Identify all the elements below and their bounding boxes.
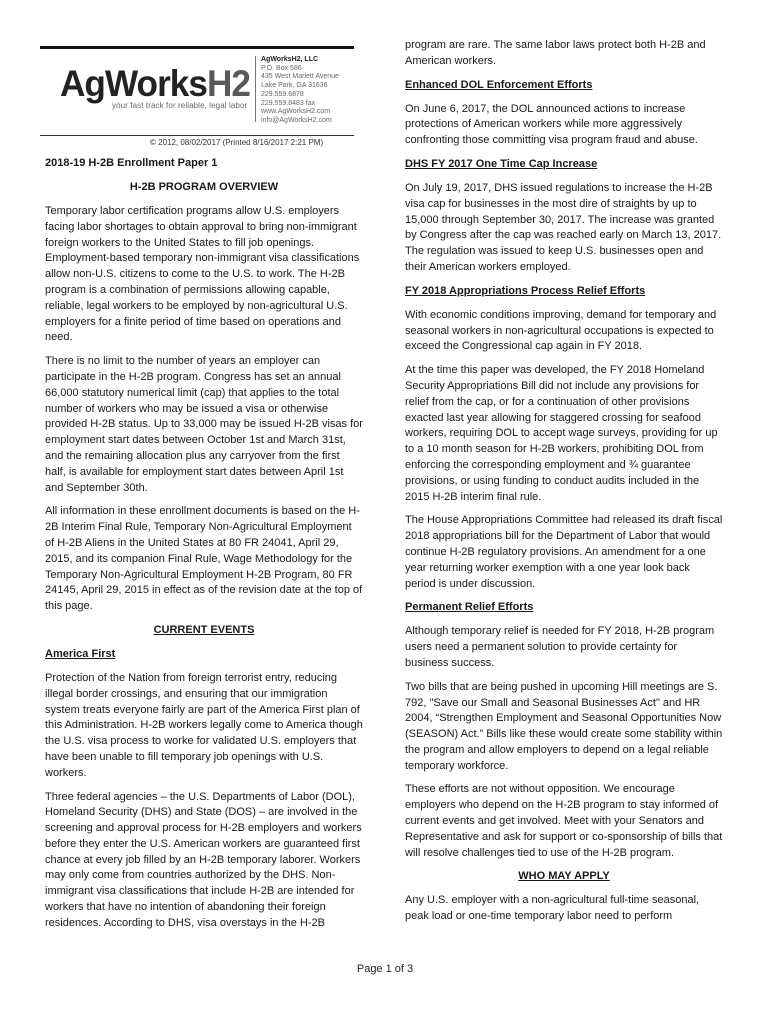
paragraph: Two bills that are being pushed in upcoming Hill meetings are S. 792, "Save our Small and Seasonal Businesses Act" and HR 2004, “Strengthen Employment and Seasonal Opportunities Now (SEASON) Act.” Bills like these would create some stability within the program and allow employers to depend on a legal reliable temporary workforce. — [405, 680, 723, 772]
logo-name: AgWorks — [60, 63, 207, 104]
company-logo — [60, 64, 260, 110]
fax-line: 229.559.8483 fax — [261, 99, 316, 107]
address-line: 435 West Marlett Avenue — [261, 73, 339, 81]
subheading-dhs-cap-increase: DHS FY 2017 One Time Cap Increase — [405, 157, 598, 170]
paragraph: These efforts are not without opposition. We encourage employers who depend on the H-2B program to stay informed of current events and get involved. Meet with your Senators and Representative and ask for support or co-sponsorship of bills that will resolve challenges tied to use of the H-2B program. — [405, 783, 723, 859]
email-line: info@AgWorksH2.com — [261, 116, 332, 124]
page-number: Page 1 of 3 — [356, 963, 414, 975]
copyright-line: © 2012, 08/02/2017 (Printed 8/16/2017 2:21 PM) — [150, 138, 324, 147]
paragraph: Protection of the Nation from foreign terrorist entry, reducing illegal border crossings, and ensuring that our immigration system treats everyone fairly are part of the America First plan of this Administration. H-2B workers legally come to America though the U.S. visa process to worke for validated U.S. employers that have been unable to fill temporary job openings with U.S. workers. — [45, 671, 363, 779]
subheading-permanent-relief: Permanent Relief Efforts — [405, 601, 534, 614]
paragraph: The House Appropriations Committee had released its draft fiscal 2018 appropriations bill for the Department of Labor that would continue H-2B regulatory provisions. An amendment for a one year returning worker exemption with a one year look back period is under discussion. — [405, 514, 723, 590]
header-bottom-rule — [40, 135, 354, 136]
address-line: Lake Park, GA 31636 — [261, 82, 328, 90]
right-column — [405, 38, 723, 933]
logo-tagline: your fast track for reliable, legal labor — [112, 101, 248, 110]
website-line: www.AgWorksH2.com — [261, 108, 331, 116]
section-heading-overview: H-2B PROGRAM OVERVIEW — [129, 181, 279, 193]
paragraph: program are rare. The same labor laws protect both H-2B and American workers. — [405, 39, 706, 67]
header-top-rule — [40, 46, 354, 49]
subheading-fy2018-relief: FY 2018 Appropriations Process Relief Efforts — [405, 284, 646, 297]
subheading-america-first: America First — [45, 647, 116, 660]
subheading-dol-enforcement: Enhanced DOL Enforcement Efforts — [405, 78, 593, 91]
paragraph: Temporary labor certification programs allow U.S. employers facing labor shortages to obtain approval to bring non-immigrant foreign workers to the United States to fill job openings. Employment-based temporary non-immigrant visa classifications allow non-U.S. citizens to come to the U.S. to work. The H-2B program is a combination of permissions allowing capable, reliable, legal workers to be employed by non-agricultural U.S. employers for a finite period of time based on operations and need. — [45, 205, 360, 344]
section-heading-current-events: CURRENT EVENTS — [153, 623, 255, 636]
paragraph: On June 6, 2017, the DOL announced actions to increase protections of American workers while more aggressively confronting those committing visa program fraud and abuse. — [405, 102, 698, 147]
paragraph: On July 19, 2017, DHS issued regulations to increase the H-2B visa cap for businesses in the most dire of straights by up to 15,000 through September 30, 2017. The increase was granted by Congress after the cap was reached early on March 13, 2017. The regulation was issued to keep U.S. businesses open and their American workers employed. — [405, 181, 722, 273]
left-column — [45, 156, 363, 940]
paragraph: Although temporary relief is needed for FY 2018, H-2B program users need a permanent solution to provide certainty for business success. — [405, 625, 715, 669]
company-address-block — [261, 56, 339, 126]
paragraph: Three federal agencies – the U.S. Departments of Labor (DOL), Homeland Security (DHS) and State (DOS) – are involved in the screening and approval process for H-2B employers and workers before they enter the U.S. American workers are guaranteed first chance at every job filled by an H-2B temporary laborer. Workers may only come from countries authorized by the DHS. Non-immigrant visa classifications that include H-2B are intended for workers that have no intention of abandoning their foreign residences. According to DHS, visa overstays in the H-2B — [45, 790, 362, 929]
address-line: P.O. Box 586 — [261, 64, 302, 72]
paragraph: There is no limit to the number of years an employer can participate in the H-2B program. Congress has set an annual 66,000 statutory numerical limit (cap) that applies to the total number of workers who may be issued a visa or otherwise provided H-2B status. Up to 33,000 may be issued H-2B visas for employment start dates between October 1st and March 31st, and the remaining allocation plus any carryover from the first half, is available for employment start dates between April 1st and September 30th. — [45, 355, 363, 494]
logo-suffix: H2 — [206, 63, 251, 104]
company-name: AgWorksH2, LLC — [261, 56, 319, 63]
paragraph: With economic conditions improving, demand for temporary and seasonal workers in non-agricultural occupations is expected to exceed the Congressional cap again in FY 2018. — [405, 308, 717, 353]
paragraph: Any U.S. employer with a non-agricultural full-time seasonal, peak load or one-time temporary labor need to perform — [405, 894, 700, 923]
logo-wordmark — [60, 64, 250, 104]
phone-line: 229.559.6878 — [261, 90, 304, 98]
paragraph: At the time this paper was developed, the FY 2018 Homeland Security Appropriations Bill did not include any provisions for relief from the cap, or for a continuation of other provisions exacted last year allowing for staggered crossing for seafood workers, requiring DOL to accept wage surveys, providing for up to a 10 month season for H-2B workers, prohibiting DOL from enforcing the corresponding employment and ¾ guarantee provisions, or using funding to conduct audits included in the 2015 H-2B interim final rule. — [405, 364, 718, 503]
document-title: 2018-19 H-2B Enrollment Paper 1 — [45, 157, 218, 169]
paragraph: All information in these enrollment documents is based on the H-2B Interim Final Rule, Temporary Non-Agricultural Employment of H-2B Aliens in the United States at 80 FR 24041, April 29, 2015, and its companion Final Rule, Wage Methodology for the Temporary Non-Agricultural Employment H-2B Program, 80 FR 24145, April 29, 2015 in effect as of the revision date at the top of this page. — [45, 505, 363, 613]
header-divider — [255, 56, 256, 122]
section-heading-who-may-apply: WHO MAY APPLY — [518, 870, 610, 883]
